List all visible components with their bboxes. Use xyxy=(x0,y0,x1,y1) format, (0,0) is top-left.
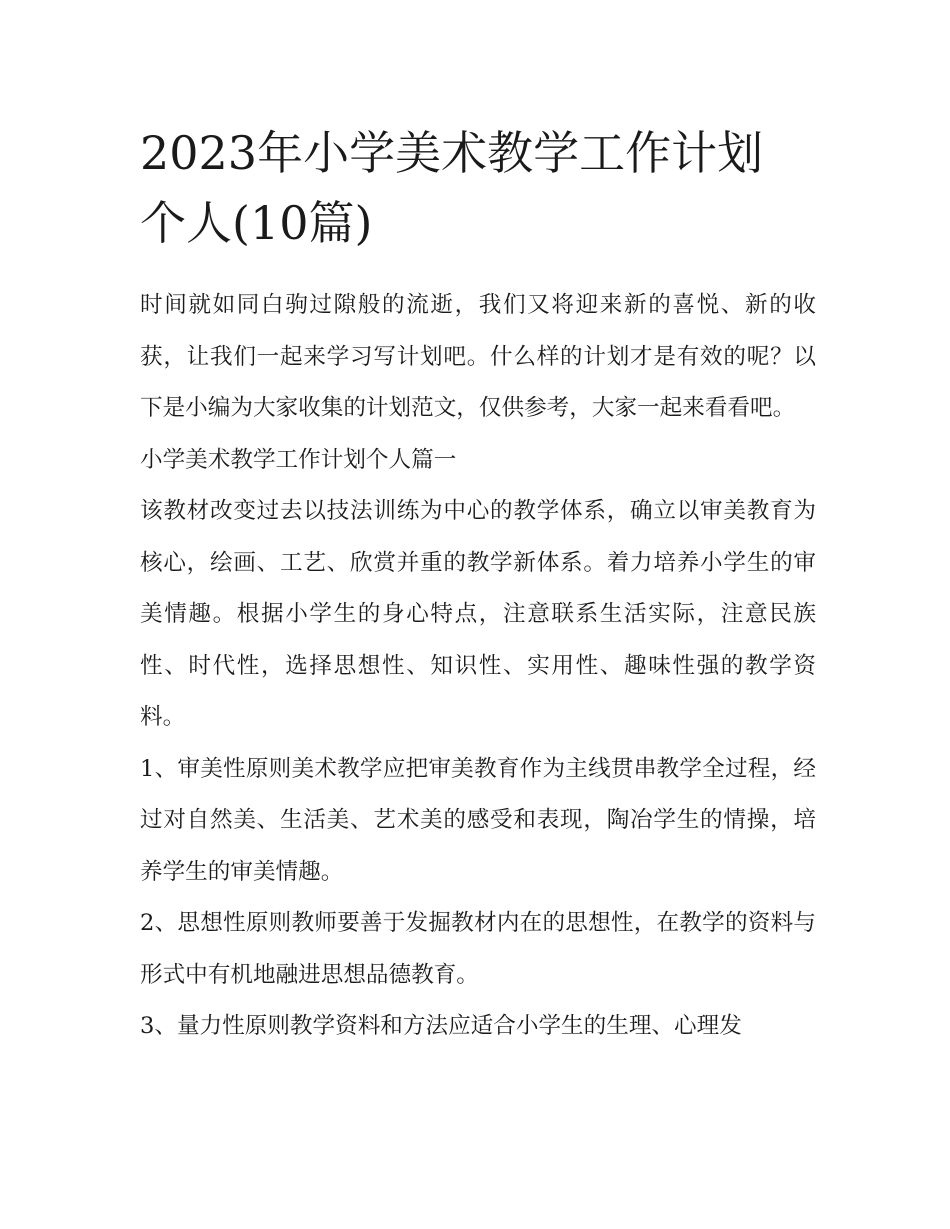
list-item-1: 1、审美性原则美术教学应把审美教育作为主线贯串教学全过程，经过对自然美、生活美、艺术美的感受和表现，陶冶学生的情操，培养学生的审美情趣。 xyxy=(140,755,816,885)
title-line-2: 个人(10篇) xyxy=(140,196,373,250)
intro-paragraph: 时间就如同白驹过隙般的流逝，我们又将迎来新的喜悦、新的收获，让我们一起来学习写计划吧。什么样的计划才是有效的呢？以下是小编为大家收集的计划范文，仅供参考，大家一起来看看吧。 xyxy=(140,292,816,421)
section-heading: 小学美术教学工作计划个人篇一 xyxy=(140,446,457,473)
title-line-1: 2023年小学美术教学工作计划 xyxy=(140,126,764,180)
list-item-3: 3、量力性原则教学资料和方法应适合小学生的生理、心理发 xyxy=(140,1013,742,1039)
list-item-2: 2、思想性原则教师要善于发掘教材内在的思想性，在教学的资料与形式中有机地融进思想品德教育。 xyxy=(140,910,816,988)
document-page xyxy=(140,118,816,1053)
document-title xyxy=(140,118,816,258)
section-intro-paragraph: 该教材改变过去以技法训练为中心的教学体系，确立以审美教育为核心，绘画、工艺、欣赏并重的教学新体系。着力培养小学生的审美情趣。根据小学生的身心特点，注意联系生活实际，注意民族性、时代性，选择思想性、知识性、实用性、趣味性强的教学资料。 xyxy=(140,498,816,730)
